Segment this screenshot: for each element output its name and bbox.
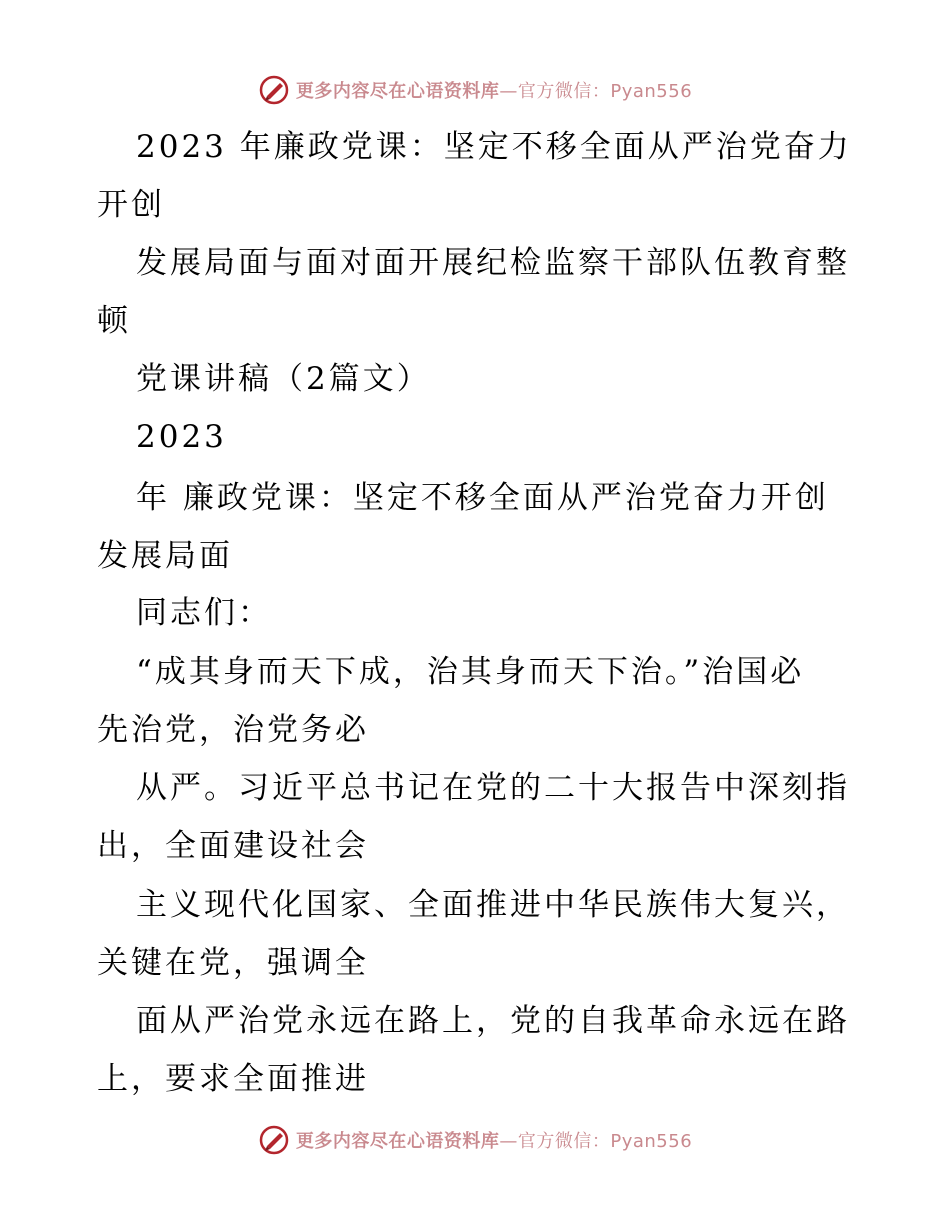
text-line: 发展局面 (97, 538, 233, 574)
pen-logo-icon (258, 74, 290, 106)
text-line: 顿 (97, 303, 131, 339)
text-line: 先治党，治党务必 (97, 712, 369, 748)
header-brand: 更多内容尽在心语资料库 (295, 81, 500, 102)
header-contact: 官方微信：Pyan556 (517, 81, 693, 102)
text-line: 同志们： (136, 595, 272, 631)
text-line: 年 廉政党课：坚定不移全面从严治党奋力开创 (136, 480, 829, 516)
footer-separator: — (499, 1131, 518, 1152)
text-line: 党课讲稿（2篇文） (136, 361, 431, 397)
header-banner (0, 70, 950, 110)
text-line: 从严。习近平总书记在党的二十大报告中深刻指 (136, 770, 850, 806)
text-line: 出，全面建设社会 (97, 828, 369, 864)
text-line: 2023 (136, 419, 227, 455)
text-line: 发展局面与面对面开展纪检监察干部队伍教育整 (136, 245, 850, 281)
text-line: 主义现代化国家、全面推进中华民族伟大复兴， (136, 887, 850, 923)
header-text (296, 77, 692, 103)
text-line: 面从严治党永远在路上，党的自我革命永远在路 (136, 1003, 850, 1039)
text-line: 2023 年廉政党课：坚定不移全面从严治党奋力 (136, 129, 852, 165)
footer-banner (0, 1120, 950, 1160)
pen-logo-icon (258, 1124, 290, 1156)
footer-text (296, 1127, 692, 1153)
text-line: 关键在党，强调全 (97, 945, 369, 981)
header-separator: — (499, 81, 518, 102)
text-line: 开创 (97, 187, 165, 223)
footer-brand: 更多内容尽在心语资料库 (295, 1131, 500, 1152)
text-line: “成其身而天下成，治其身而天下治。”治国必 (136, 654, 805, 690)
text-line: 上，要求全面推进 (97, 1061, 369, 1097)
footer-contact: 官方微信：Pyan556 (517, 1131, 693, 1152)
